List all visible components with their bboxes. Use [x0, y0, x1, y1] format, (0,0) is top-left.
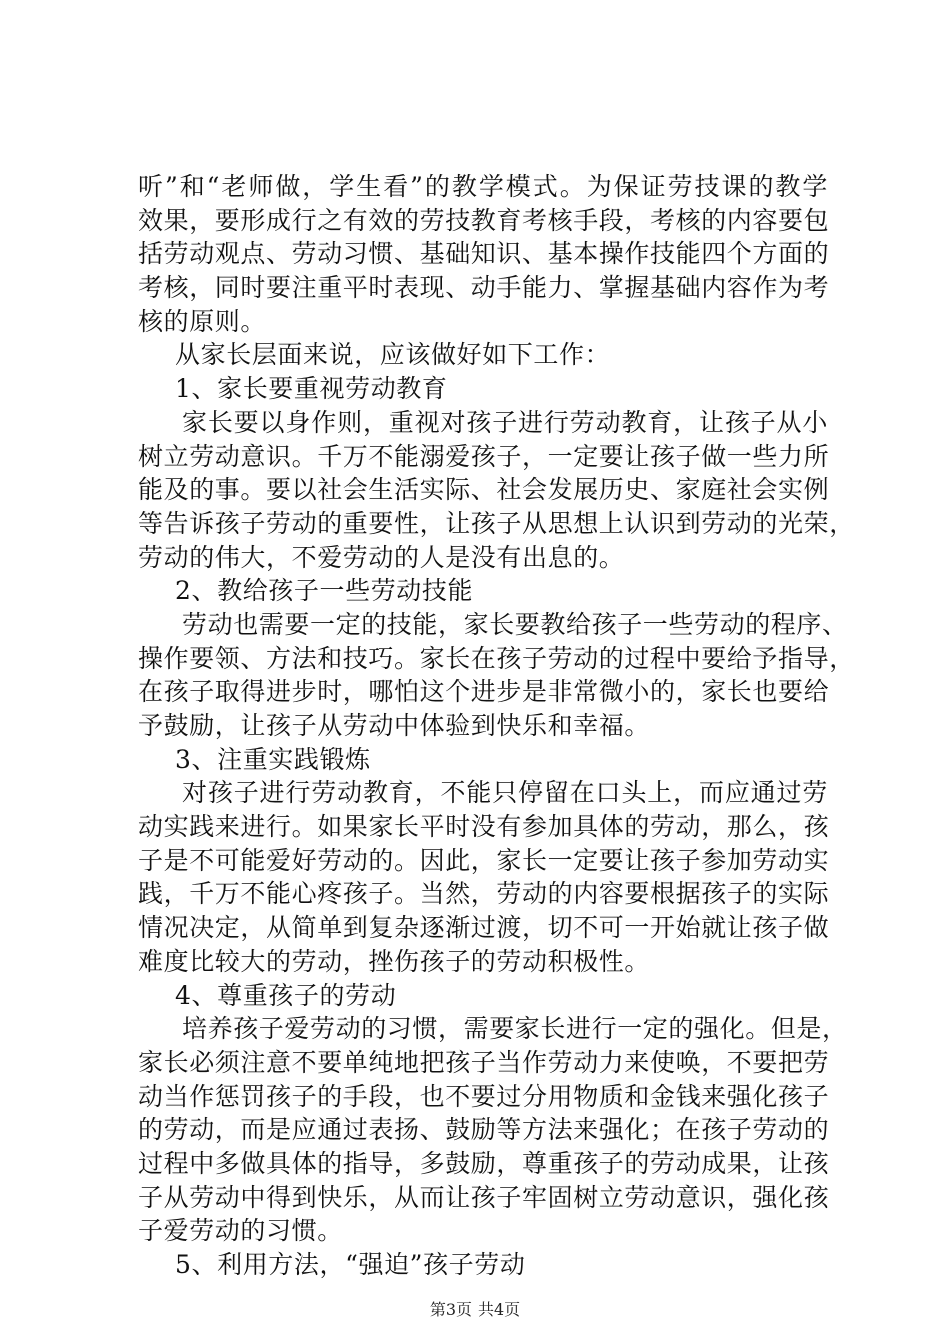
section-heading: 1、家长要重视劳动教育 — [175, 374, 448, 404]
text-line: 劳动也需要一定的技能，家长要教给孩子一些劳动的程序、 — [182, 609, 848, 639]
section-heading: 2、教给孩子一些劳动技能 — [175, 576, 474, 606]
text-line: 家长要以身作则，重视对孩子进行劳动教育，让孩子从小 — [182, 407, 828, 437]
text-line: 劳动的伟大，不爱劳动的人是没有出息的。 — [138, 542, 625, 572]
text-line: 效果，要形成行之有效的劳技教育考核手段，考核的内容要包 — [138, 205, 830, 235]
text-line: 等告诉孩子劳动的重要性，让孩子从思想上认识到劳动的光荣， — [138, 508, 855, 538]
body-text — [138, 170, 855, 1282]
text-line: 过程中多做具体的指导，多鼓励，尊重孩子的劳动成果，让孩 — [138, 1148, 830, 1178]
text-line: 听”和“老师做，学生看”的教学模式。为保证劳技课的教学 — [138, 172, 828, 201]
text-line: 情况决定，从简单到复杂逐渐过渡，切不可一开始就让孩子做 — [138, 913, 830, 943]
text-line: 的劳动，而是应通过表扬、鼓励等方法来强化；在孩子劳动的 — [138, 1115, 830, 1145]
text-line: 对孩子进行劳动教育，不能只停留在口头上，而应通过劳 — [182, 778, 828, 808]
page-number: 第3页 — [429, 1300, 472, 1319]
text-line: 核的原则。 — [138, 306, 267, 336]
text-line: 子是不可能爱好劳动的。因此，家长一定要让孩子参加劳动实 — [138, 845, 830, 875]
text-line: 动当作惩罚孩子的手段，也不要过分用物质和金钱来强化孩子 — [138, 1081, 830, 1111]
text-line: 子爱劳动的习惯。 — [138, 1216, 343, 1246]
text-line: 践，千万不能心疼孩子。当然，劳动的内容要根据孩子的实际 — [138, 879, 830, 909]
text-line: 能及的事。要以社会生活实际、社会发展历史、家庭社会实例 — [138, 475, 830, 505]
text-line: 动实践来进行。如果家长平时没有参加具体的劳动，那么，孩 — [138, 812, 830, 842]
page-total: 共4页 — [478, 1300, 521, 1319]
section-intro: 从家长层面来说，应该做好如下工作： — [175, 340, 611, 370]
section-heading: 5、利用方法，“强迫”孩子劳动 — [175, 1250, 526, 1279]
text-line: 难度比较大的劳动，挫伤孩子的劳动积极性。 — [138, 946, 651, 976]
text-line: 考核，同时要注重平时表现、动手能力、掌握基础内容作为考 — [138, 273, 830, 303]
text-line: 操作要领、方法和技巧。家长在孩子劳动的过程中要给予指导， — [138, 643, 855, 673]
text-line: 子从劳动中得到快乐，从而让孩子牢固树立劳动意识，强化孩 — [138, 1182, 830, 1212]
page-footer — [0, 1297, 950, 1320]
text-line: 括劳动观点、劳动习惯、基础知识、基本操作技能四个方面的 — [138, 239, 830, 269]
section-heading: 4、尊重孩子的劳动 — [175, 980, 397, 1010]
text-line: 在孩子取得进步时，哪怕这个进步是非常微小的，家长也要给 — [138, 677, 830, 707]
text-line: 予鼓励，让孩子从劳动中体验到快乐和幸福。 — [138, 711, 651, 740]
text-line: 家长必须注意不要单纯地把孩子当作劳动力来使唤，不要把劳 — [138, 1047, 830, 1077]
text-line: 树立劳动意识。千万不能溺爱孩子，一定要让孩子做一些力所 — [138, 441, 830, 471]
text-line: 培养孩子爱劳动的习惯，需要家长进行一定的强化。但是， — [182, 1014, 848, 1044]
section-heading: 3、注重实践锻炼 — [175, 744, 371, 774]
